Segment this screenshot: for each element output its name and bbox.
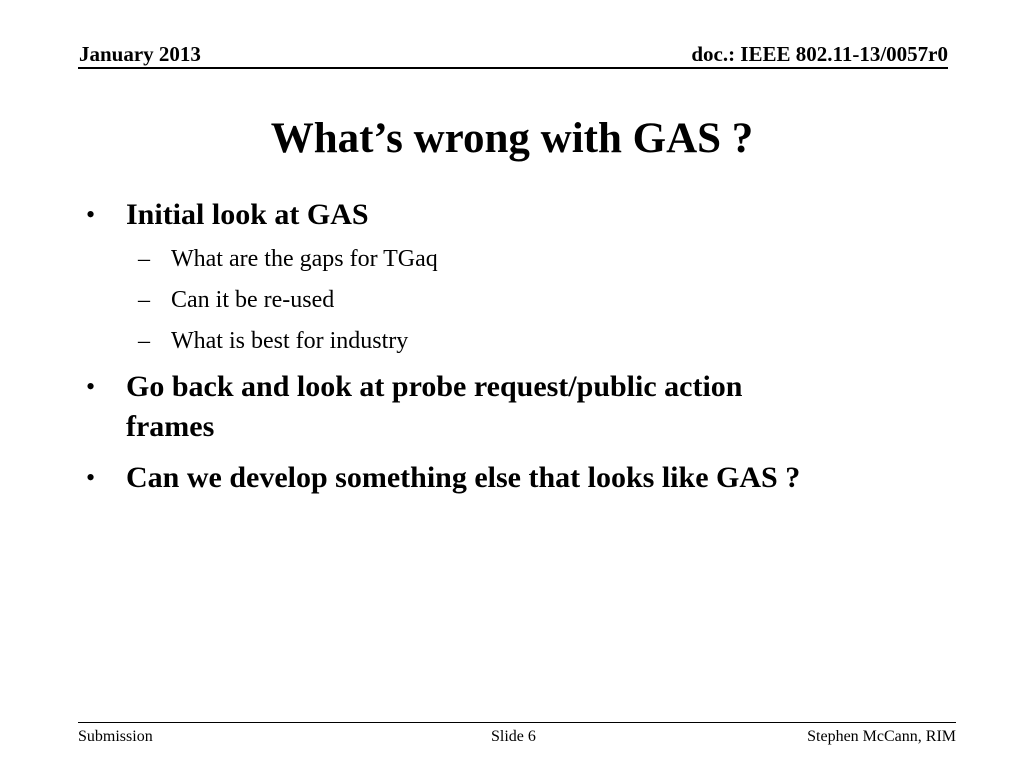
footer-divider	[78, 722, 956, 723]
slide-title: What’s wrong with GAS ?	[270, 115, 754, 162]
bullet-item-initial-look	[82, 195, 942, 235]
header-date: January 2013	[79, 42, 201, 66]
sub-bullet-marker: –	[138, 287, 150, 313]
bullet-text-line-2: frames	[126, 410, 215, 443]
sub-bullet-text: Can it be re-used	[171, 287, 335, 313]
sub-bullet-item-gaps	[82, 244, 942, 274]
sub-bullet-item-reuse	[82, 285, 942, 315]
header-doc-id: doc.: IEEE 802.11-13/0057r0	[691, 42, 948, 66]
bullet-marker: •	[86, 463, 96, 492]
bullet-item-develop-else	[82, 458, 942, 498]
footer-author: Stephen McCann, RIM	[807, 728, 956, 745]
bullet-marker: •	[86, 200, 96, 229]
bullet-text: Can we develop something else that looks like GAS ?	[126, 461, 801, 494]
footer-slide-number: Slide 6	[491, 728, 536, 745]
footer-submission: Submission	[78, 728, 153, 745]
bullet-marker: •	[86, 372, 96, 401]
sub-bullet-marker: –	[138, 328, 150, 354]
sub-bullet-text: What are the gaps for TGaq	[171, 246, 438, 272]
sub-bullet-marker: –	[138, 246, 150, 272]
sub-bullet-text: What is best for industry	[171, 328, 409, 354]
bullet-text-line-1: Go back and look at probe request/public action	[126, 370, 743, 403]
header-divider	[78, 67, 948, 69]
bullet-text: Initial look at GAS	[126, 198, 369, 231]
sub-bullet-item-industry	[82, 326, 942, 356]
bullet-item-probe-request	[82, 367, 942, 447]
